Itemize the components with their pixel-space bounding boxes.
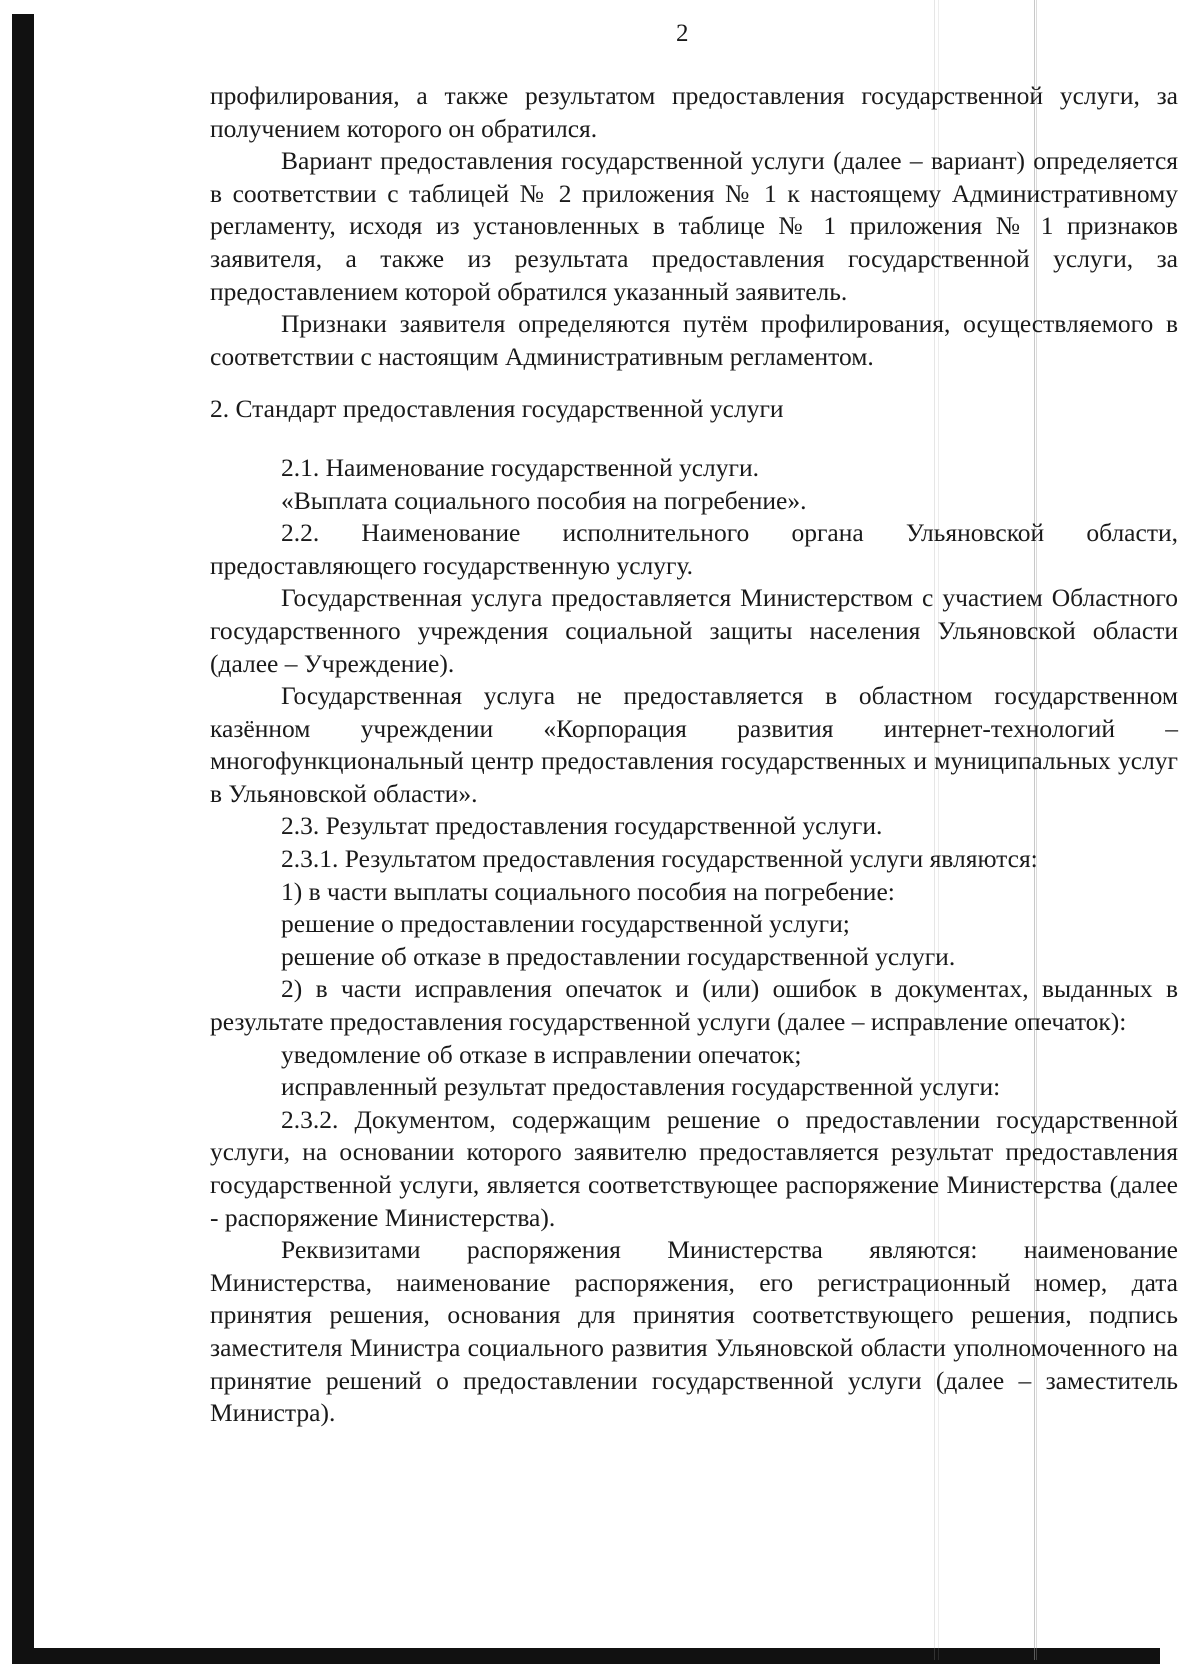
- paragraph: Признаки заявителя определяются путём профилирования, осуществляемого в соответствии с настоящим Административным регламентом.: [210, 309, 1178, 371]
- paragraph: «Выплата социального пособия на погребение».: [281, 485, 807, 515]
- paragraph: 2.3. Результат предоставления государственной услуги.: [281, 811, 883, 841]
- scan-bottom-edge: [12, 1648, 1160, 1664]
- paragraph: 2) в части исправления опечаток и (или) ошибок в документах, выданных в результате предоставления государственной услуги (далее – исправление опечаток):: [210, 974, 1178, 1037]
- paragraph: Вариант предоставления государственной услуги (далее – вариант) определяется в соответствии с таблицей № 2 приложения № 1 к настоящему Административному регламенту, исходя из установленных в таблице № 1 приложения № 1 признаков заявителя, а также из результата предоставления государственной услуги, за предоставлением которой обратился указанный заявитель.: [210, 146, 1178, 306]
- document-body: [210, 80, 1178, 1430]
- paragraph: Государственная услуга предоставляется Министерством с участием Областного государственного учреждения социальной защиты населения Ульяновской области (далее – Учреждение).: [210, 583, 1178, 678]
- paragraph: решение об отказе в предоставлении государственной услуги.: [281, 941, 956, 971]
- paragraph: уведомление об отказе в исправлении опечаток;: [281, 1039, 802, 1069]
- paragraph: Государственная услуга не предоставляется в областном государственном казённом учреждении «Корпорация развития интернет-технологий – многофункциональный центр предоставления государственных и муниципальных услуг в Ульяновской области».: [210, 681, 1178, 808]
- paragraph: 2.3.1. Результатом предоставления государственной услуги являются:: [281, 844, 1038, 874]
- paragraph: 1) в части выплаты социального пособия на погребение:: [281, 876, 895, 906]
- section-heading: 2. Стандарт предоставления государственной услуги: [210, 394, 784, 424]
- paragraph: профилирования, а также результатом предоставления государственной услуги, за получением которого он обратился.: [210, 81, 1178, 143]
- scan-left-edge: [12, 14, 34, 1650]
- page-number: 2: [676, 20, 689, 47]
- paragraph: решение о предоставлении государственной услуги;: [281, 909, 850, 939]
- paragraph: 2.1. Наименование государственной услуги.: [281, 452, 760, 482]
- paragraph: Реквизитами распоряжения Министерства являются: наименование Министерства, наименование распоряжения, его регистрационный номер, дата принятия решения, основания для принятия соответствующего решения, подпись заместителя Министра социального развития Ульяновской области уполномоченного на принятие решений о предоставлении государственной услуги (далее – заместитель Министра).: [210, 1235, 1178, 1428]
- paragraph: 2.3.2. Документом, содержащим решение о предоставлении государственной услуги, на основании которого заявителю предоставляется результат предоставления государственной услуги, является соответствующее распоряжение Министерства (далее - распоряжение Министерства).: [210, 1104, 1178, 1232]
- paragraph: исправленный результат предоставления государственной услуги:: [281, 1072, 1001, 1102]
- paragraph: 2.2. Наименование исполнительного органа Ульяновской области, предоставляющего государственную услугу.: [210, 518, 1178, 580]
